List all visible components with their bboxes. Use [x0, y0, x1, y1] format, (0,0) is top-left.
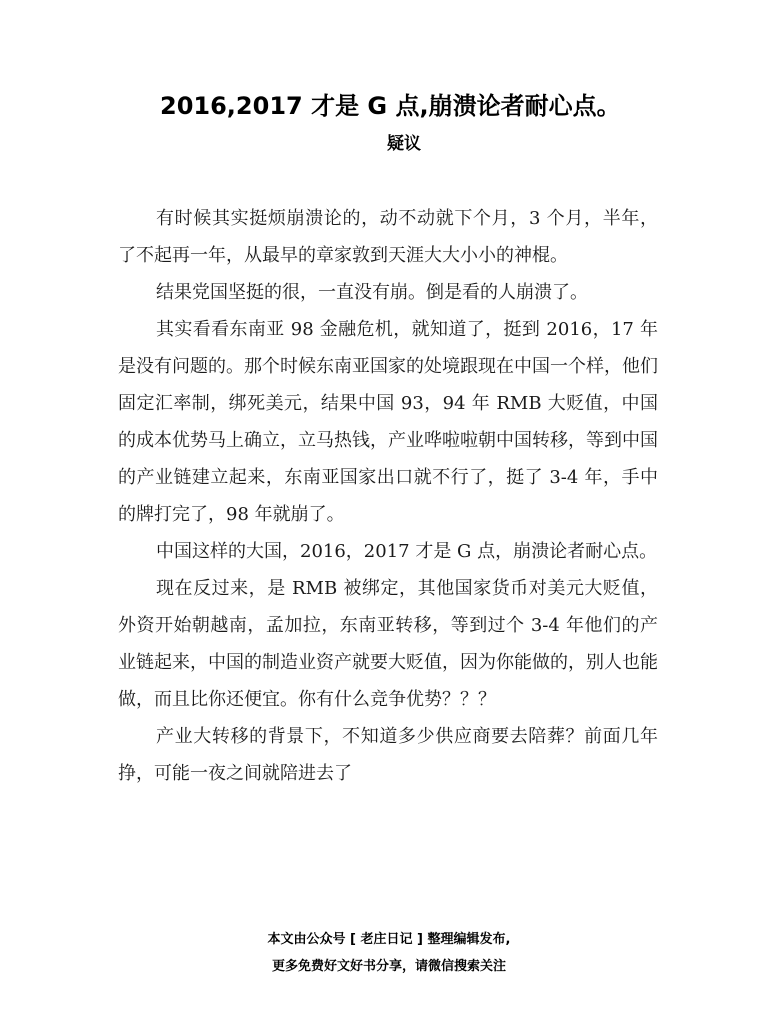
paragraph: 现在反过来，是 RMB 被绑定，其他国家货币对美元大贬值，外资开始朝越南，孟加拉，东南亚转移，等到过个 3-4 年他们的产业链起来，中国的制造业资产就要大贬值，因为你能做的，别人也能做，而且比你还便宜。你有什么竞争优势？？？ [118, 578, 658, 710]
footer-line-follow: 更多免费好文好书分享，请微信搜索关注 [271, 959, 506, 974]
article-author: 疑议 [387, 134, 421, 154]
article-title: 2016,2017 才是 G 点,崩溃论者耐心点。 [160, 92, 621, 120]
paragraph: 中国这样的大国，2016，2017 才是 G 点，崩溃论者耐心点。 [156, 541, 658, 562]
article-body [118, 200, 658, 792]
paragraph: 其实看看东南亚 98 金融危机，就知道了，挺到 2016，17 年是没有问题的。那个时候东南亚国家的处境跟现在中国一个样，他们固定汇率制，绑死美元，结果中国 93，94 年 RMB 大贬值，中国的成本优势马上确立，立马热钱，产业哗啦啦朝中国转移，等到中国的产业链建立起来，东南亚国家出口就不行了，挺了 3-4 年，手中的牌打完了，98 年就崩了。 [118, 319, 658, 525]
paragraph: 有时候其实挺烦崩溃论的，动不动就下个月，3 个月，半年，了不起再一年，从最早的章家敦到天涯大大小小的神棍。 [118, 208, 658, 266]
paragraph: 产业大转移的背景下，不知道多少供应商要去陪葬？前面几年挣，可能一夜之间就陪进去了 [118, 726, 658, 784]
paragraph: 结果党国坚挺的很，一直没有崩。倒是看的人崩溃了。 [156, 282, 588, 303]
publisher-footer [0, 926, 768, 980]
footer-line-source: 本文由公众号 [ 老庄日记 ] 整理编辑发布, [267, 932, 511, 947]
